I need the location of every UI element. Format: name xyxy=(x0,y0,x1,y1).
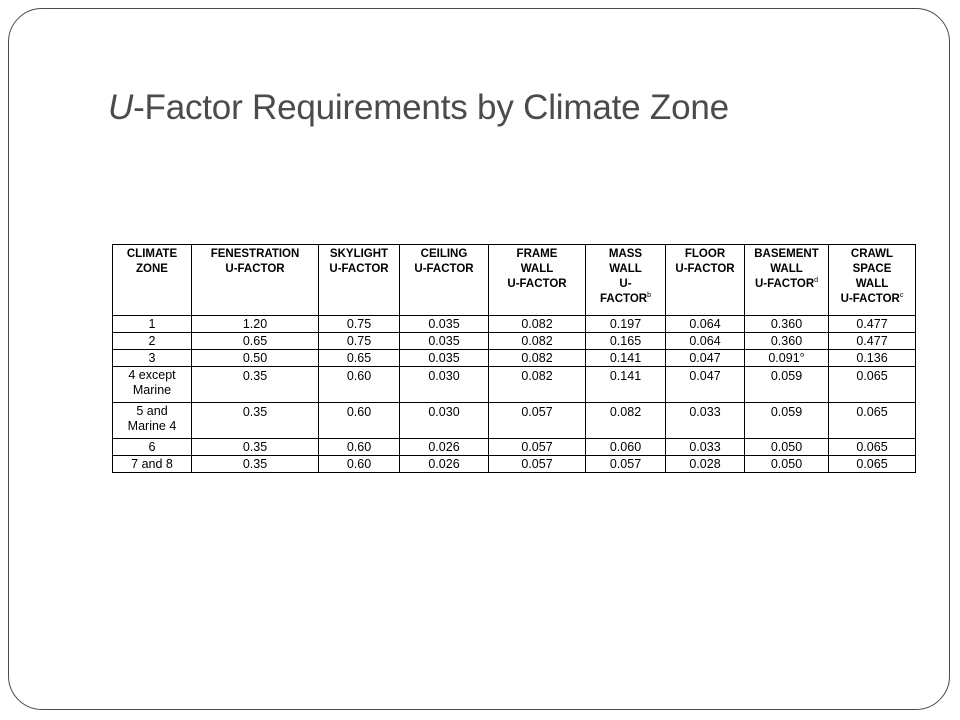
u-factor-value-cell: 0.065 xyxy=(829,439,916,456)
column-header xyxy=(745,245,829,316)
column-header xyxy=(192,245,319,316)
header-line: BASEMENT xyxy=(754,248,819,260)
u-factor-value-cell: 0.033 xyxy=(666,439,745,456)
u-factor-value-cell: 0.064 xyxy=(666,333,745,350)
u-factor-value-cell: 0.60 xyxy=(319,403,400,439)
u-factor-value-cell: 0.030 xyxy=(400,367,489,403)
table-row xyxy=(113,403,916,439)
climate-zone-cell xyxy=(113,350,192,367)
u-factor-value-cell: 0.035 xyxy=(400,350,489,367)
u-factor-value-cell: 0.197 xyxy=(586,316,666,333)
climate-zone-line: Marine xyxy=(132,382,172,397)
u-factor-value-cell: 0.050 xyxy=(745,439,829,456)
table-row xyxy=(113,316,916,333)
header-line: SPACE xyxy=(852,263,892,275)
header-line: U-FACTOR xyxy=(225,263,285,275)
climate-zone-line: 3 xyxy=(148,350,156,365)
u-factor-value-cell: 0.065 xyxy=(829,456,916,473)
column-header xyxy=(113,245,192,316)
footnote-marker: b xyxy=(647,292,651,300)
climate-zone-cell xyxy=(113,316,192,333)
u-factor-value-cell: 0.064 xyxy=(666,316,745,333)
u-factor-value-cell: 0.059 xyxy=(745,367,829,403)
header-line: U-FACTOR xyxy=(507,278,567,290)
table-header-row xyxy=(113,245,916,316)
u-factor-value-cell: 0.047 xyxy=(666,367,745,403)
u-factor-value-cell: 0.65 xyxy=(192,333,319,350)
table-row xyxy=(113,439,916,456)
u-factor-value-cell: 0.057 xyxy=(489,456,586,473)
slide-title xyxy=(108,88,729,128)
climate-zone-line: 5 and xyxy=(136,404,168,418)
header-line: U-FACTOR$^d$ xyxy=(754,277,819,290)
u-factor-value-cell: 0.360 xyxy=(745,333,829,350)
u-factor-value-cell: 0.50 xyxy=(192,350,319,367)
header-line: U- xyxy=(619,278,632,290)
header-line: CLIMATE xyxy=(126,248,178,260)
column-header xyxy=(586,245,666,316)
header-line: U-FACTOR$^c$ xyxy=(840,292,904,305)
u-factor-value-cell: 0.065 xyxy=(829,367,916,403)
u-factor-value-cell: 0.082 xyxy=(489,350,586,367)
climate-zone-cell xyxy=(113,333,192,350)
table-row xyxy=(113,456,916,473)
header-line: U-FACTOR xyxy=(414,263,474,275)
u-factor-value-cell: 0.35 xyxy=(192,403,319,439)
u-factor-value-cell: 0.035 xyxy=(400,333,489,350)
u-factor-value-cell: 0.75 xyxy=(319,316,400,333)
u-factor-value-cell: 0.35 xyxy=(192,367,319,403)
u-factor-table xyxy=(112,244,916,473)
climate-zone-line: 2 xyxy=(148,333,156,348)
u-factor-value-cell: 0.141 xyxy=(586,350,666,367)
table-row xyxy=(113,350,916,367)
u-factor-value-cell: 0.059 xyxy=(745,403,829,439)
u-factor-value-cell: 0.082 xyxy=(489,333,586,350)
climate-zone-cell xyxy=(113,439,192,456)
u-factor-value-cell: 0.60 xyxy=(319,439,400,456)
header-line: CRAWL xyxy=(850,248,894,260)
u-factor-value-cell: 0.030 xyxy=(400,403,489,439)
column-header xyxy=(489,245,586,316)
u-factor-value-cell: 0.033 xyxy=(666,403,745,439)
u-factor-value-cell: 0.35 xyxy=(192,456,319,473)
column-header xyxy=(400,245,489,316)
u-factor-value-cell: 0.082 xyxy=(489,316,586,333)
header-line: WALL xyxy=(609,263,642,275)
table-body xyxy=(113,316,916,473)
u-factor-value-cell: 0.165 xyxy=(586,333,666,350)
u-factor-value-cell: 1.20 xyxy=(192,316,319,333)
u-factor-value-cell: 0.360 xyxy=(745,316,829,333)
header-line: MASS xyxy=(608,248,643,260)
header-line: FLOOR xyxy=(684,248,726,260)
climate-zone-cell xyxy=(113,456,192,473)
u-factor-value-cell: 0.477 xyxy=(829,316,916,333)
climate-zone-line: 1 xyxy=(148,316,156,331)
u-factor-value-cell: 0.141 xyxy=(586,367,666,403)
footnote-marker: d xyxy=(814,277,819,285)
climate-zone-line: 4 except xyxy=(128,368,176,382)
table-row xyxy=(113,367,916,403)
header-line: ZONE xyxy=(136,263,168,275)
header-line: WALL xyxy=(855,278,889,290)
climate-zone-line: 6 xyxy=(148,439,156,454)
climate-zone-line: 7 and 8 xyxy=(131,456,173,471)
u-factor-value-cell: 0.057 xyxy=(489,403,586,439)
u-factor-value-cell: 0.60 xyxy=(319,456,400,473)
u-factor-value-cell: 0.057 xyxy=(489,439,586,456)
u-factor-value-cell: 0.035 xyxy=(400,316,489,333)
header-line: SKYLIGHT xyxy=(329,248,389,260)
header-line: FRAME xyxy=(516,248,558,260)
u-factor-value-cell: 0.091° xyxy=(745,350,829,367)
u-factor-value-cell: 0.060 xyxy=(586,439,666,456)
u-factor-value-cell: 0.057 xyxy=(586,456,666,473)
column-header xyxy=(666,245,745,316)
table-row xyxy=(113,333,916,350)
column-header xyxy=(319,245,400,316)
header-line: FACTOR$^b$ xyxy=(600,292,651,305)
u-factor-value-cell: 0.028 xyxy=(666,456,745,473)
u-factor-value-cell: 0.065 xyxy=(829,403,916,439)
climate-zone-line: Marine 4 xyxy=(127,418,177,433)
header-line: U-FACTOR xyxy=(675,263,735,275)
u-factor-value-cell: 0.60 xyxy=(319,367,400,403)
header-line: FENESTRATION xyxy=(210,248,300,260)
u-factor-value-cell: 0.65 xyxy=(319,350,400,367)
u-factor-value-cell: 0.082 xyxy=(489,367,586,403)
title-italic-part: U xyxy=(108,88,134,127)
header-line: WALL xyxy=(770,263,803,275)
header-line: CEILING xyxy=(420,248,468,260)
climate-zone-cell xyxy=(113,403,192,439)
u-factor-value-cell: 0.477 xyxy=(829,333,916,350)
u-factor-value-cell: 0.35 xyxy=(192,439,319,456)
u-factor-value-cell: 0.047 xyxy=(666,350,745,367)
header-line: WALL xyxy=(520,263,554,275)
footnote-marker: c xyxy=(899,292,904,300)
u-factor-value-cell: 0.026 xyxy=(400,456,489,473)
column-header xyxy=(829,245,916,316)
u-factor-value-cell: 0.050 xyxy=(745,456,829,473)
u-factor-value-cell: 0.75 xyxy=(319,333,400,350)
header-line: U-FACTOR xyxy=(329,263,389,275)
title-text: -Factor Requirements by Climate Zone xyxy=(133,88,729,127)
climate-zone-cell xyxy=(113,367,192,403)
u-factor-value-cell: 0.026 xyxy=(400,439,489,456)
u-factor-value-cell: 0.082 xyxy=(586,403,666,439)
u-factor-value-cell: 0.136 xyxy=(829,350,916,367)
